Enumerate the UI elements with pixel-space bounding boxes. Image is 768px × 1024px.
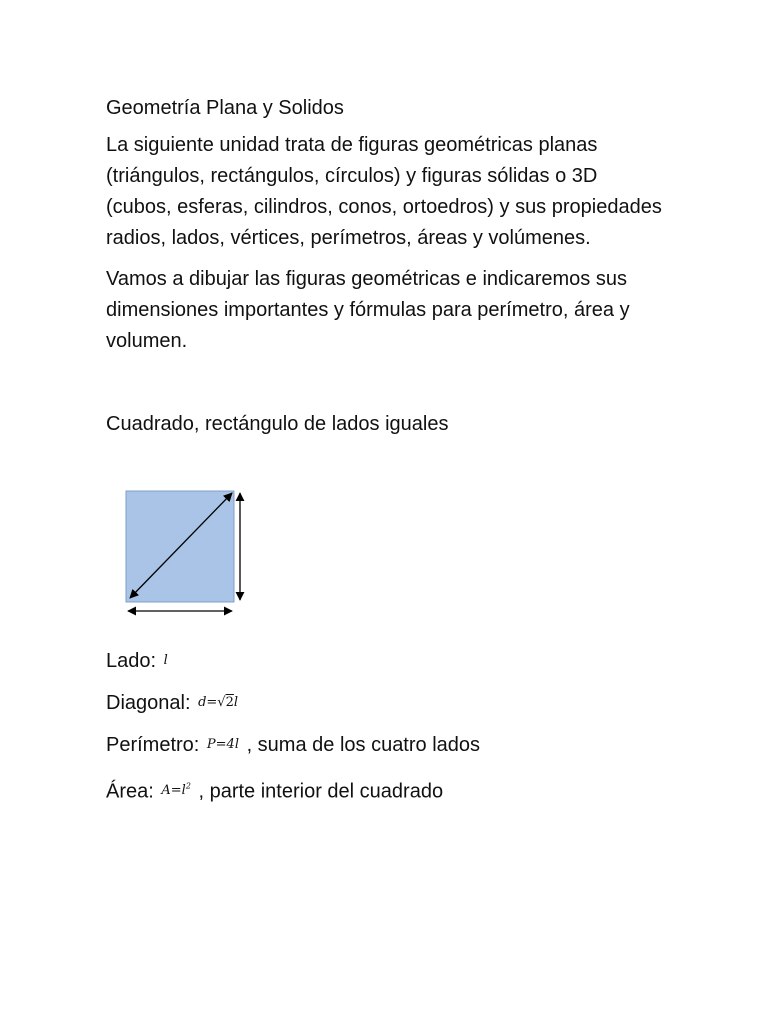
area-expression bbox=[161, 783, 191, 798]
square-figure bbox=[118, 484, 258, 624]
perimetro-expression: P=4l bbox=[206, 737, 239, 752]
formula-lado bbox=[106, 645, 706, 677]
document-title: Geometría Plana y Solidos bbox=[106, 97, 344, 119]
section-heading: Cuadrado, rectángulo de lados iguales bbox=[106, 413, 449, 435]
area-description: , parte interior del cuadrado bbox=[198, 780, 444, 803]
formula-area bbox=[106, 771, 706, 807]
diagonal-label: Diagonal: bbox=[106, 692, 191, 714]
perimetro-label: Perímetro: bbox=[106, 734, 200, 756]
sqrt-symbol: √ bbox=[217, 695, 226, 710]
blank-line bbox=[106, 367, 666, 409]
formula-list bbox=[106, 645, 706, 817]
area-label: Área: bbox=[106, 780, 154, 803]
formula-perimetro bbox=[106, 729, 706, 761]
area-exponent: 2 bbox=[185, 782, 191, 791]
diagonal-rhs: l bbox=[233, 695, 239, 710]
intro-paragraph: La siguiente unidad trata de figuras geométricas planas (triángulos, rectángulos, círculos) y figuras sólidas o 3D (cubos, esferas, cilindros, conos, ortoedros) y sus propiedades radios, lados, vértices, perímetros, áreas y volúmenes. bbox=[106, 134, 662, 249]
sqrt-radicand: 2 bbox=[225, 695, 234, 710]
diagonal-expression bbox=[198, 695, 238, 710]
lado-expression: l bbox=[163, 653, 168, 668]
formula-diagonal bbox=[106, 687, 706, 719]
area-base: A=l bbox=[161, 783, 186, 799]
method-paragraph: Vamos a dibujar las figuras geométricas e indicaremos sus dimensiones importantes y fórmulas para perímetro, área y volumen. bbox=[106, 268, 630, 352]
perimetro-description: , suma de los cuatro lados bbox=[246, 734, 481, 756]
document-body bbox=[106, 93, 666, 450]
lado-label: Lado: bbox=[106, 650, 157, 672]
square-diagram bbox=[118, 484, 258, 624]
diagonal-lhs: d= bbox=[198, 695, 218, 710]
